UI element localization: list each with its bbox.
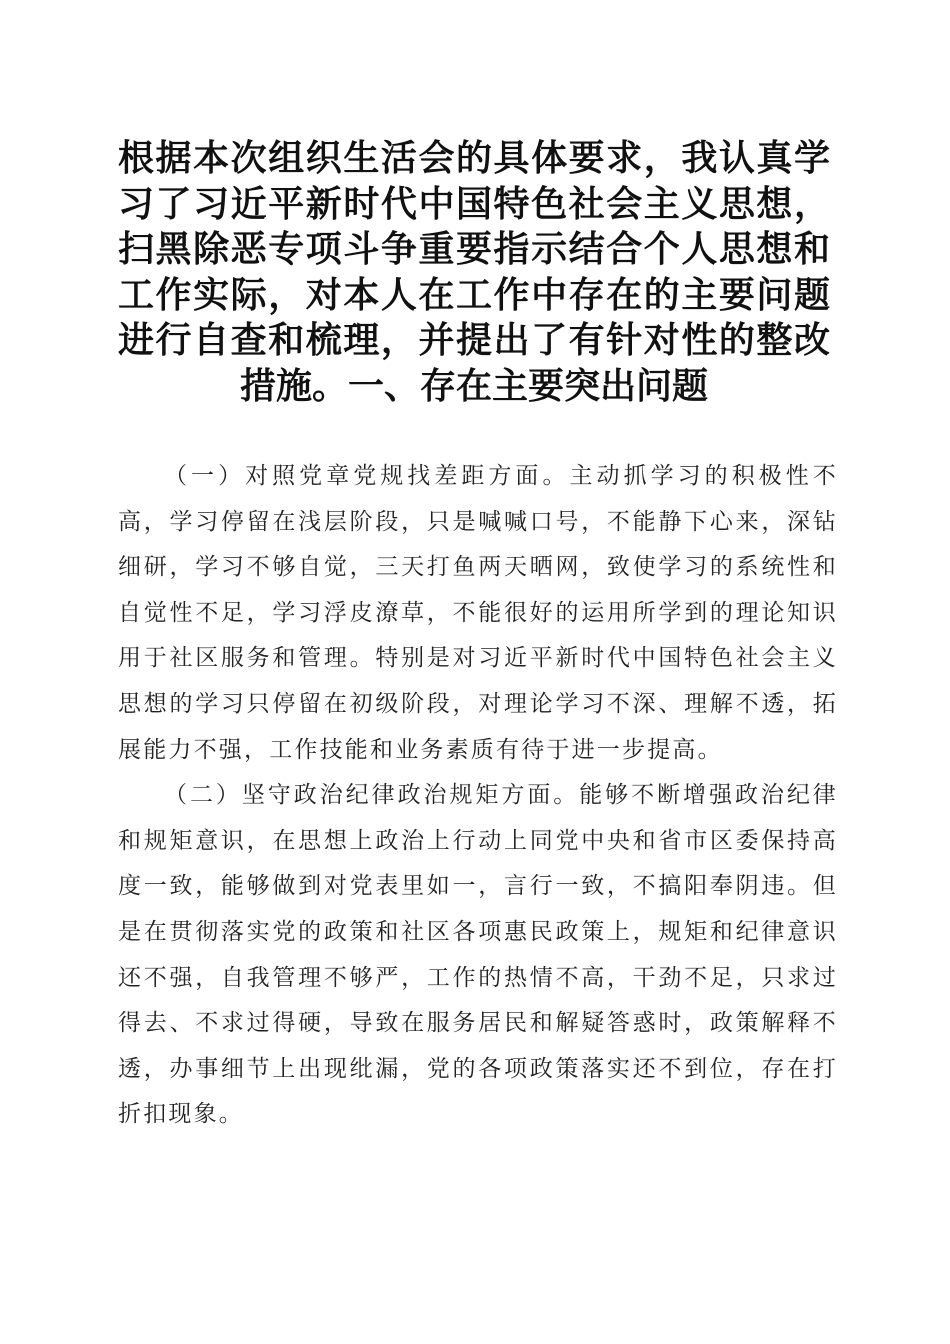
document-heading: 根据本次组织生活会的具体要求，我认真学习了习近平新时代中国特色社会主义思想，扫黑除恶专项斗争重要指示结合个人思想和工作实际，对本人在工作中存在的主要问题进行自查和梳理，并提出了有针对性的整改措施。一、存在主要突出问题 (118, 137, 830, 407)
paragraph-section-one: （一）对照党章党规找差距方面。主动抓学习的积极性不高，学习停留在浅层阶段，只是喊喊口号，不能静下心来，深钻细研，学习不够自觉，三天打鱼两天晒网，致使学习的系统性和自觉性不足，学习浮皮潦草，不能很好的运用所学到的理论知识用于社区服务和管理。特别是对习近平新时代中国特色社会主义思想的学习只停留在初级阶段，对理论学习不深、理解不透，拓展能力不强，工作技能和业务素质有待于进一步提高。 (118, 463, 838, 763)
document-body (118, 454, 838, 1138)
paragraph-section-two: （二）坚守政治纪律政治规矩方面。能够不断增强政治纪律和规矩意识，在思想上政治上行动上同党中央和省市区委保持高度一致，能够做到对党表里如一，言行一致，不搞阳奉阴违。但是在贯彻落实党的政策和社区各项惠民政策上，规矩和纪律意识还不强，自我管理不够严，工作的热情不高，干劲不足，只求过得去、不求过得硬，导致在服务居民和解疑答惑时，政策解释不透，办事细节上出现纰漏，党的各项政策落实还不到位，存在打折扣现象。 (118, 782, 838, 1128)
